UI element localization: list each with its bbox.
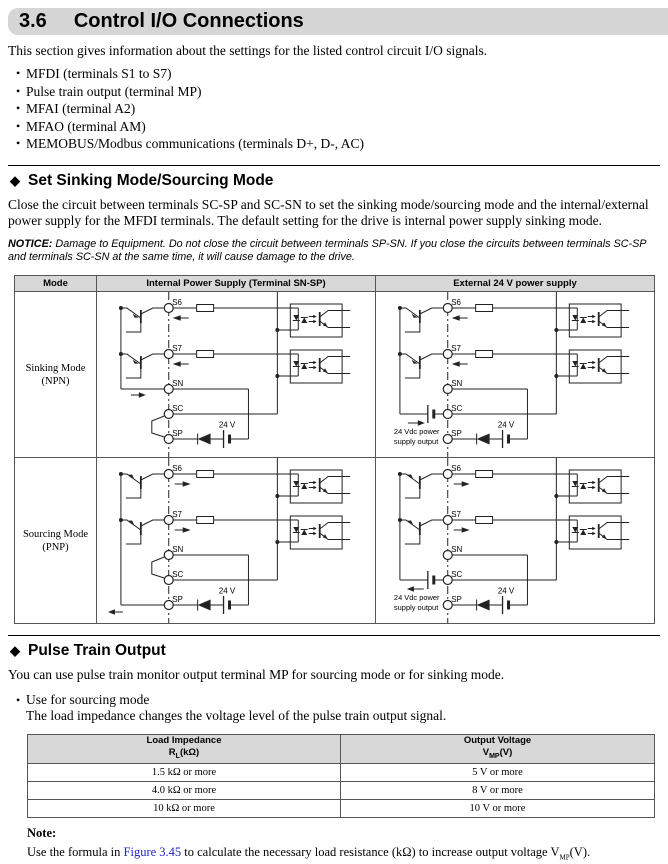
diamond-icon: ◆: [10, 643, 20, 659]
diagram-label: S7: [451, 344, 461, 354]
diagram-label: SP: [451, 595, 462, 605]
note-label: Note:: [27, 825, 57, 840]
voltage-cell: 5 V or more: [341, 763, 655, 781]
diagram-label: S7: [172, 510, 182, 520]
note-block: [27, 826, 660, 862]
heading-text: Set Sinking Mode/Sourcing Mode: [28, 171, 274, 189]
diagram-label: SP: [451, 429, 462, 439]
diagram-sinking-internal-power: [97, 292, 375, 457]
output-voltage-header: [341, 734, 655, 763]
diagram-label: S7: [451, 510, 461, 520]
notice-paragraph: [8, 238, 660, 264]
load-table-header-row: [28, 734, 655, 763]
list-item: [8, 65, 660, 83]
diagram-label: SC: [451, 570, 463, 580]
list-item-text: MFDI (terminals S1 to S7): [26, 66, 172, 81]
load-impedance-header: [28, 734, 341, 763]
diagram-label: SC: [172, 404, 184, 414]
bullet-icon: •: [16, 118, 21, 133]
diagram-sinking-external-power: [376, 292, 654, 457]
list-item: [8, 692, 660, 708]
section-number: 3.6: [19, 10, 47, 32]
table-row: [28, 763, 655, 781]
diagram-label: S6: [451, 464, 461, 474]
diagram-cell: [97, 292, 376, 458]
diagram-sourcing-internal-power: [97, 458, 375, 623]
mode-sublabel: (NPN): [41, 375, 70, 387]
diagram-sourcing-external-power: [376, 458, 654, 623]
diagram-cell: [376, 458, 655, 624]
notice-text: Damage to Equipment. Do not close the circuit between terminals SP-SN. If you close the circuits between terminals SC-SP and terminals SC-SN at the same time, it will cause damage to the drive.: [8, 238, 647, 264]
list-item-text: MFAI (terminal A2): [26, 101, 136, 117]
diagram-label: supply output: [393, 437, 439, 447]
mode-table-header-internal: Internal Power Supply (Terminal SN-SP): [97, 276, 376, 292]
diagram-label: 24 V: [497, 586, 515, 596]
header-line2: $R_L(k\Omega)$: [168, 747, 200, 760]
bullet-icon: •: [16, 136, 21, 151]
diagram-label: SP: [172, 595, 183, 605]
diagram-label: SN: [451, 379, 463, 389]
mode-label: Sinking Mode: [25, 362, 86, 374]
voltage-cell: 10 V or more: [341, 799, 655, 817]
table-row: [15, 292, 655, 458]
mode-cell-sourcing: [15, 458, 97, 624]
bullet-icon: •: [16, 101, 21, 116]
list-item-text: MFAO (terminal AM): [26, 118, 146, 134]
diagram-label: SN: [172, 379, 184, 389]
impedance-cell: 1.5 kΩ or more: [28, 763, 341, 781]
diagram-cell: [97, 458, 376, 624]
pulse-train-heading: [10, 642, 668, 660]
list-item-text: MEMOBUS/Modbus communications (terminals D+, D-, AC): [26, 136, 364, 152]
mode-label: Sourcing Mode: [22, 528, 89, 540]
diagram-label: 24 V: [218, 586, 236, 596]
list-item: [8, 118, 660, 136]
diagram-cell: [376, 292, 655, 458]
pulse-train-paragraph: You can use pulse train monitor output terminal MP for sourcing mode or for sinking mode.: [8, 667, 505, 683]
intro-paragraph: This section gives information about the settings for the listed control circuit I/O signals.: [8, 43, 488, 58]
list-item: [8, 83, 660, 101]
sinking-mode-heading: [10, 172, 668, 190]
mode-cell-sinking: [15, 292, 97, 458]
header-line1: Output Voltage: [463, 735, 532, 747]
diagram-label: S6: [451, 298, 461, 308]
signal-bullet-list: [8, 65, 660, 153]
diagram-label: S6: [172, 464, 182, 474]
bullet-icon: •: [16, 692, 21, 707]
diagram-label: SN: [172, 545, 184, 555]
page-title: Control I/O Connections: [73, 10, 304, 32]
list-item-text: Pulse train output (terminal MP): [26, 83, 202, 99]
divider: [8, 635, 660, 636]
diagram-label: 24 V: [218, 420, 236, 430]
impedance-cell: 10 kΩ or more: [28, 799, 341, 817]
diagram-label: 24 Vdc power: [393, 427, 440, 437]
divider: [8, 165, 660, 166]
header-line1: Load Impedance: [146, 735, 222, 747]
mode-table-header-mode: Mode: [15, 276, 97, 292]
table-row: [28, 799, 655, 817]
section-header-bar: [8, 8, 668, 35]
bullet-icon: •: [16, 66, 21, 80]
load-impedance-table: [27, 734, 655, 818]
list-item: [8, 100, 660, 118]
diagram-label: S6: [172, 298, 182, 308]
list-item: [8, 135, 660, 153]
pulse-bullet-block: [8, 692, 660, 724]
bullet-icon: •: [16, 83, 21, 98]
diagram-label: SC: [172, 570, 184, 580]
mode-table-header-external: External 24 V power supply: [376, 276, 655, 292]
diagram-label: S7: [172, 344, 182, 354]
diagram-label: SC: [451, 404, 463, 414]
table-row: [28, 781, 655, 799]
impedance-cell: 4.0 kΩ or more: [28, 781, 341, 799]
mode-sublabel: (PNP): [42, 541, 69, 553]
mode-table: [14, 275, 655, 624]
diagram-label: 24 V: [497, 420, 515, 430]
table-row: [15, 458, 655, 624]
diagram-label: 24 Vdc power: [393, 593, 440, 603]
diagram-label: supply output: [393, 603, 439, 613]
list-item-subtext: The load impedance changes the voltage level of the pulse train output signal.: [26, 707, 447, 723]
sinking-mode-paragraph: Close the circuit between terminals SC-SP and SC-SN to set the sinking mode/sourcing mode and the internal/external power supply for the MFDI terminals. The default setting for the drive is internal power supply sinking mode.: [8, 196, 649, 229]
note-text: Use the formula in Figure 3.45 to calculate the necessary load resistance (kΩ) to increase output voltage $V_{MP}(V)$.: [27, 844, 591, 862]
list-item-text: Use for sourcing mode: [26, 691, 150, 707]
diagram-label: SP: [172, 429, 183, 439]
diagram-label: SN: [451, 545, 463, 555]
notice-label: NOTICE:: [8, 238, 53, 251]
header-line2: $V_{MP}(V)$: [482, 747, 513, 760]
figure-3-45-link[interactable]: Figure 3.45: [123, 844, 182, 859]
heading-text: Pulse Train Output: [28, 642, 166, 660]
mode-table-header-row: [15, 276, 655, 292]
diamond-icon: ◆: [10, 172, 20, 188]
voltage-cell: 8 V or more: [341, 781, 655, 799]
